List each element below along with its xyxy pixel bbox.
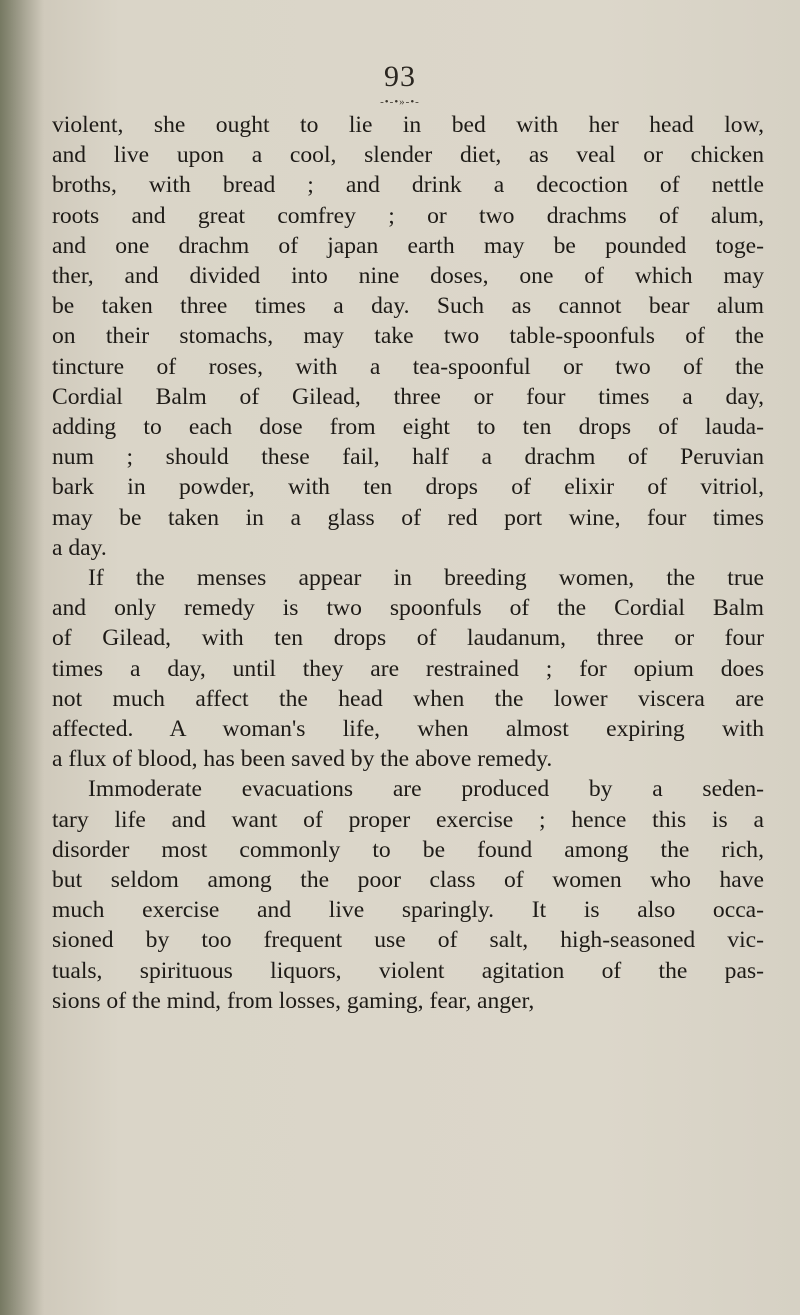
body-text: [52, 110, 764, 1016]
text-line: adding to each dose from eight to ten drops of lauda-: [52, 414, 764, 441]
text-line: and live upon a cool, slender diet, as veal or chicken: [52, 142, 764, 169]
text-line: be taken three times a day. Such as cannot bear alum: [52, 293, 764, 320]
text-line: Cordial Balm of Gilead, three or four times a day,: [52, 383, 764, 410]
text-line: Immoderate evacuations are produced by a seden-: [88, 776, 764, 803]
page-header: [0, 60, 800, 94]
text-line: affected. A woman's life, when almost expiring with: [52, 716, 764, 743]
text-line: tincture of roses, with a tea-spoonful or two of the: [52, 353, 764, 380]
text-line: ther, and divided into nine doses, one of which may: [52, 263, 764, 290]
text-line: violent, she ought to lie in bed with her head low,: [52, 112, 764, 138]
text-line: but seldom among the poor class of women who have: [52, 867, 764, 894]
text-line: a flux of blood, has been saved by the above remedy.: [52, 746, 553, 773]
text-line: a day.: [52, 534, 107, 561]
text-line: tuals, spirituous liquors, violent agitation of the pas-: [52, 957, 764, 984]
text-line: sioned by too frequent use of salt, high-seasoned vic-: [52, 927, 764, 954]
page-number: 93: [384, 60, 416, 93]
paragraph: [52, 563, 764, 774]
text-line: sions of the mind, from losses, gaming, fear, anger,: [52, 987, 535, 1014]
text-line: disorder most commonly to be found among the rich,: [52, 836, 764, 863]
binding-shadow: [0, 0, 44, 1315]
text-line: tary life and want of proper exercise ; hence this is a: [52, 806, 764, 833]
text-line: broths, with bread ; and drink a decoction of nettle: [52, 172, 764, 199]
text-line: may be taken in a glass of red port wine, four times: [52, 504, 764, 531]
text-line: num ; should these fail, half a drachm of Peruvian: [52, 444, 764, 471]
text-line: of Gilead, with ten drops of laudanum, three or four: [52, 625, 764, 652]
text-line: roots and great comfrey ; or two drachms of alum,: [52, 202, 764, 229]
text-line: and only remedy is two spoonfuls of the Cordial Balm: [52, 595, 764, 622]
paragraph: [52, 774, 764, 1016]
text-line: on their stomachs, may take two table-spoonfuls of the: [52, 323, 764, 350]
text-line: not much affect the head when the lower viscera are: [52, 685, 764, 712]
text-line: bark in powder, with ten drops of elixir of vitriol,: [52, 474, 764, 501]
text-line: If the menses appear in breeding women, the true: [88, 565, 764, 592]
text-line: and one drachm of japan earth may be pounded toge-: [52, 232, 764, 259]
paragraph: [52, 110, 764, 563]
text-line: times a day, until they are restrained ; for opium does: [52, 655, 764, 682]
header-ornament: -•-•»-•-: [380, 96, 420, 108]
text-line: much exercise and live sparingly. It is also occa-: [52, 897, 764, 924]
